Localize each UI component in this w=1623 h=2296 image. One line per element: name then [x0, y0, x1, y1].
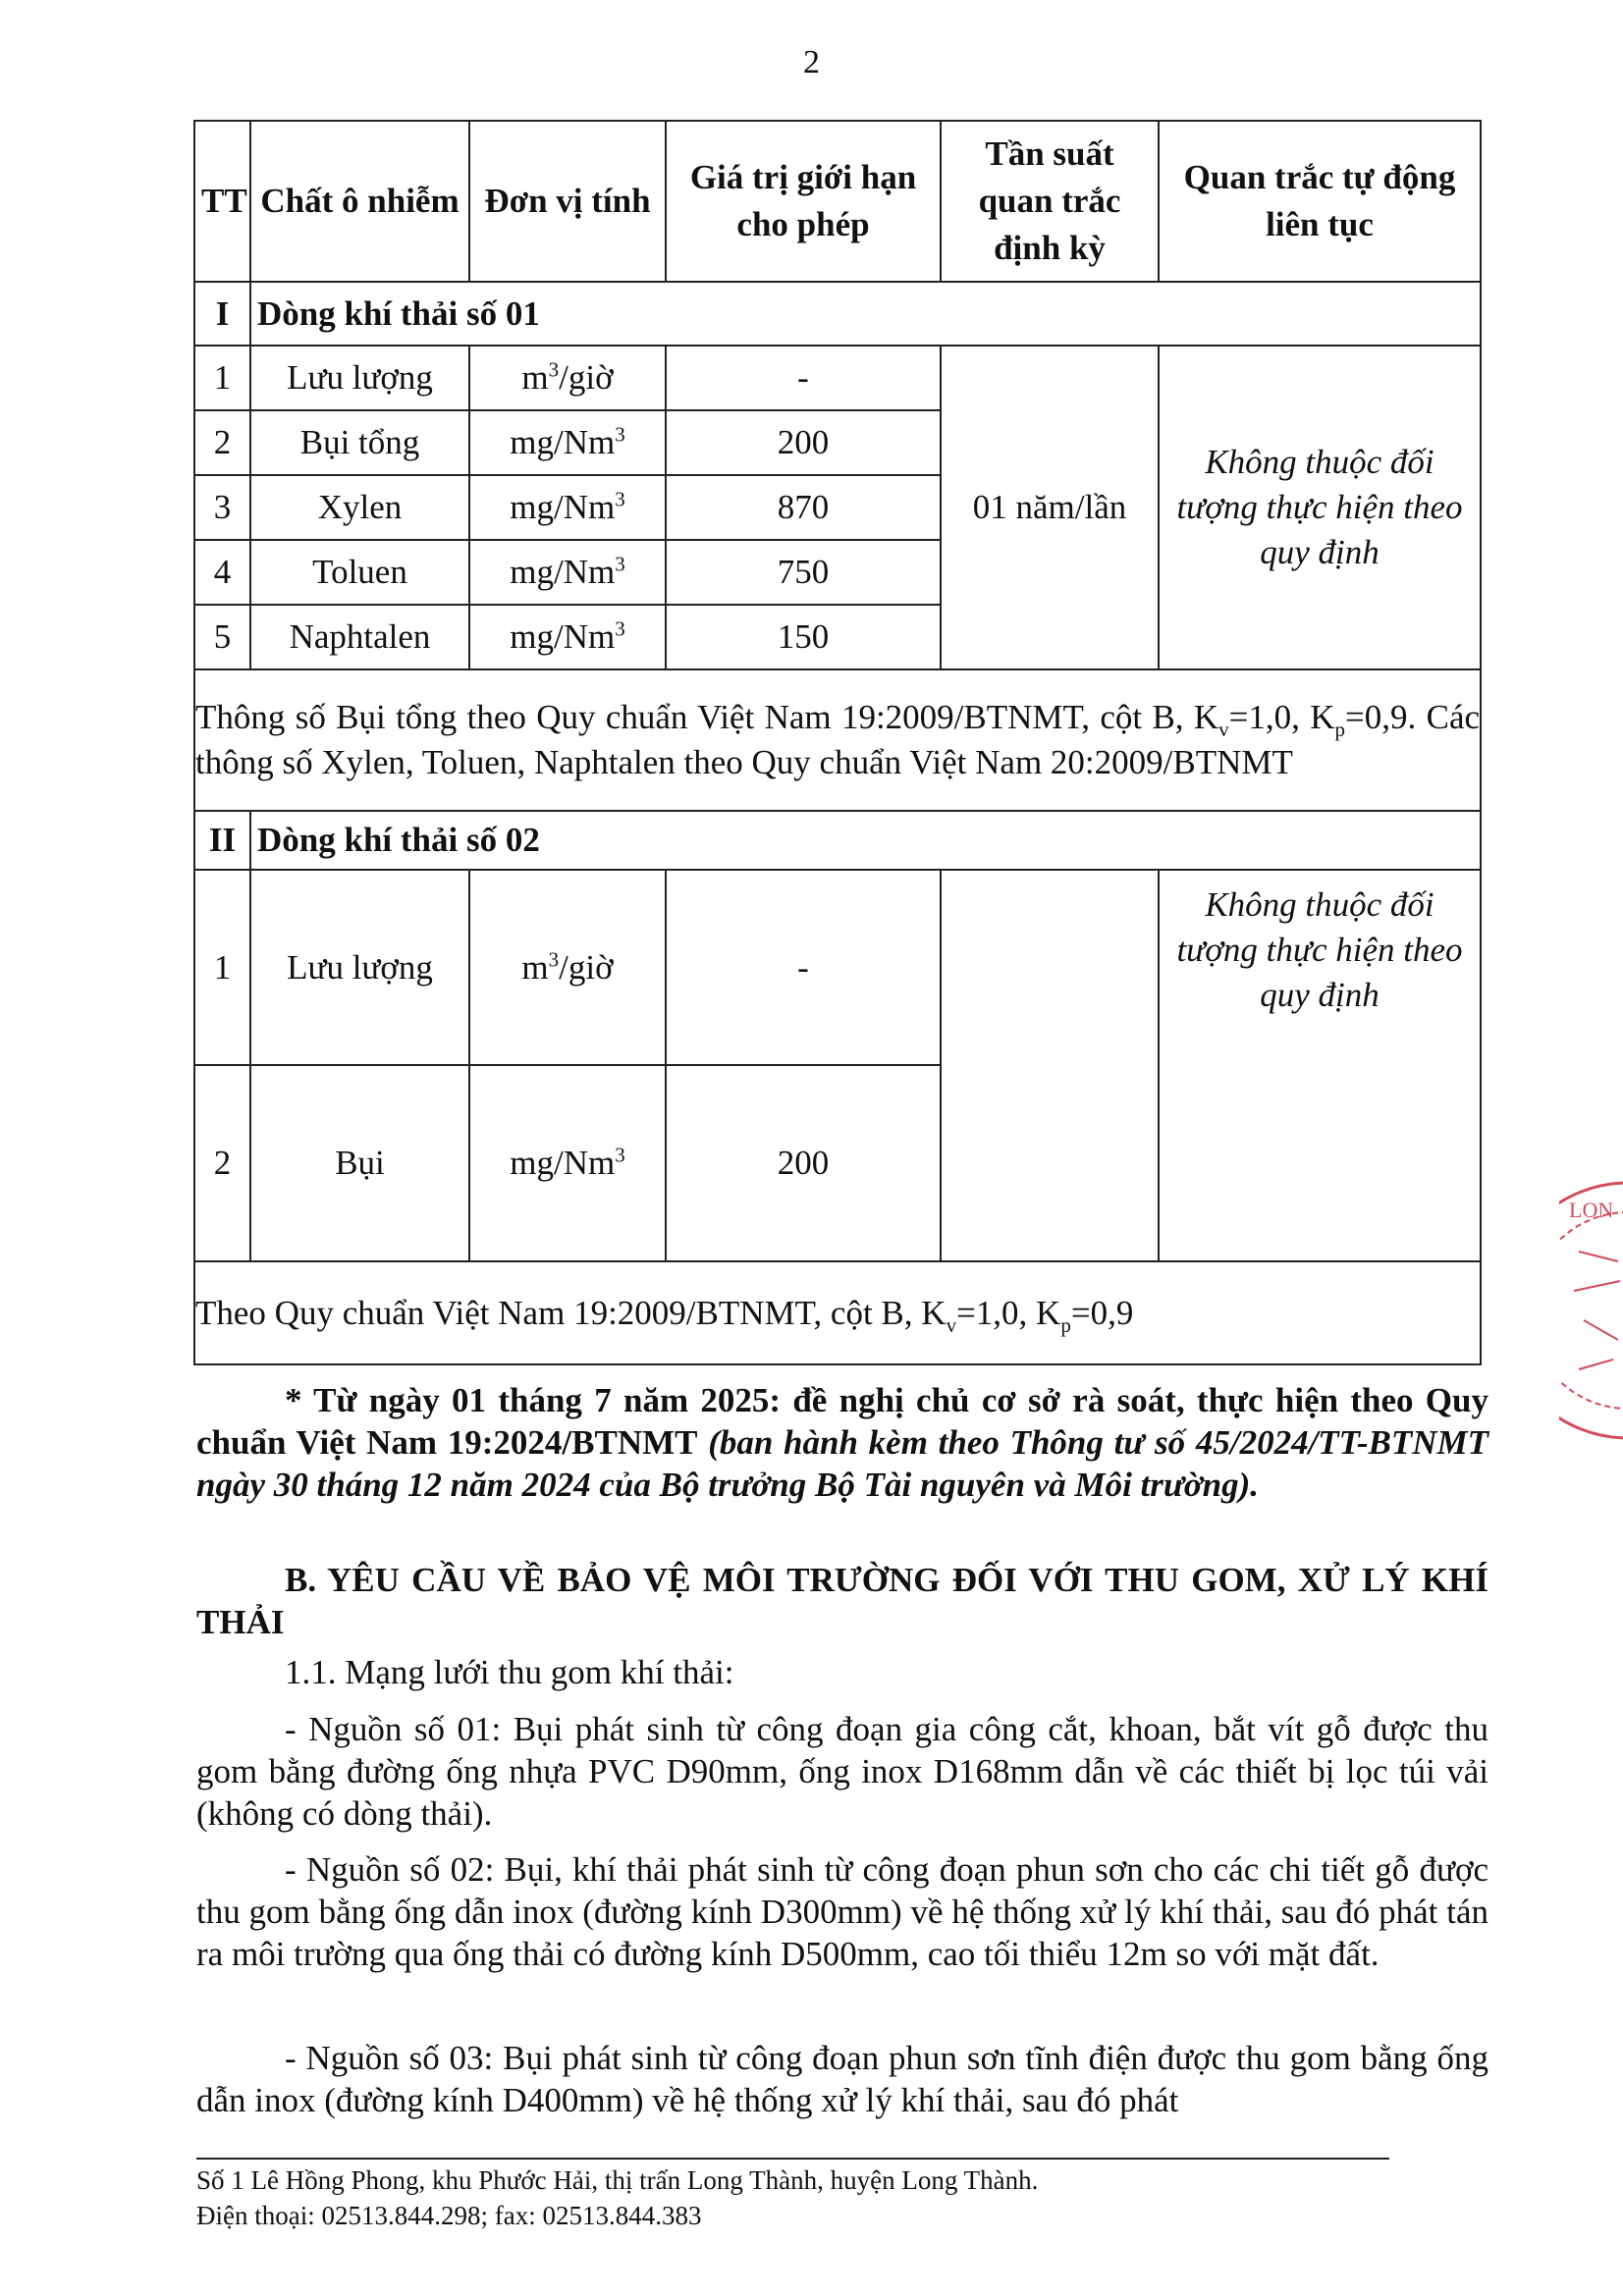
red-stamp-seal — [1559, 1173, 1623, 1468]
section2-note: Theo Quy chuẩn Việt Nam 19:2009/BTNMT, cột B, $K_v=1,0$, $K_p=0,9$ — [194, 1261, 1481, 1364]
frequency-cell: 01 năm/lần — [941, 346, 1159, 669]
source-3-paragraph: - Nguồn số 03: Bụi phát sinh từ công đoạn phun sơn tĩnh điện được thu gom bằng ống dẫn inox (đường kính D400mm) về hệ thống xử lý khí thải, sau đó phát — [196, 2039, 1488, 2119]
stamp-text: LON — [1569, 1198, 1614, 1222]
row-unit: $m^3$/giờ — [469, 870, 666, 1065]
row-limit: 200 — [666, 1065, 941, 1261]
frequency-cell-empty — [941, 870, 1159, 1261]
section-title: Dòng khí thải số 02 — [250, 811, 1481, 870]
auto-monitoring-cell: Không thuộc đối tượng thực hiện theo quy định — [1159, 346, 1481, 669]
row-unit: $m^3$/giờ — [469, 346, 666, 410]
row-limit: 200 — [666, 410, 941, 475]
table-row — [194, 346, 1481, 410]
row-tt: 4 — [194, 540, 250, 605]
row-unit: mg/Nm$^3$ — [469, 1065, 666, 1261]
section-title: Dòng khí thải số 01 — [250, 282, 1481, 346]
item-1-1: 1.1. Mạng lưới thu gom khí thải: — [285, 1653, 734, 1691]
header-frequency: Tần suất quan trắc định kỳ — [941, 121, 1159, 282]
row-pollutant: Toluen — [250, 540, 469, 605]
table-row — [194, 870, 1481, 1065]
row-tt: 3 — [194, 475, 250, 540]
qcvn-2024-paragraph: * Từ ngày 01 tháng 7 năm 2025: đề nghị chủ cơ sở rà soát, thực hiện theo Quy chuẩn Việt Nam 19:2024/BTNMT (ban hành kèm theo Thông tư số 45/2024/TT-BTNMT ngày 30 tháng 12 năm 2024 của Bộ trưởng Bộ Tài nguyên và Môi trường). — [196, 1381, 1488, 1504]
row-limit: 870 — [666, 475, 941, 540]
section-row-1 — [194, 282, 1481, 346]
section-number: II — [194, 811, 250, 870]
header-limit: Giá trị giới hạn cho phép — [666, 121, 941, 282]
row-limit: 750 — [666, 540, 941, 605]
footer-phone: Điện thoại: 02513.844.298; fax: 02513.844.383 — [196, 2201, 702, 2230]
row-limit: - — [666, 346, 941, 410]
emission-monitoring-table — [193, 120, 1482, 1365]
row-tt: 2 — [194, 1065, 250, 1261]
row-unit: mg/Nm$^3$ — [469, 605, 666, 669]
page-number: 2 — [803, 44, 820, 80]
section-row-2 — [194, 811, 1481, 870]
row-pollutant: Lưu lượng — [250, 346, 469, 410]
source-2-paragraph: - Nguồn số 02: Bụi, khí thải phát sinh từ công đoạn phun sơn cho các chi tiết gỗ được thu gom bằng ống dẫn inox (đường kính D300mm) về hệ thống xử lý khí thải, sau đó phát tán ra môi trường qua ống thải có đường kính D500mm, cao tối thiểu 12m so với mặt đất. — [196, 1850, 1488, 1973]
row-tt: 1 — [194, 346, 250, 410]
row-tt: 2 — [194, 410, 250, 475]
header-unit: Đơn vị tính — [469, 121, 666, 282]
row-unit: mg/Nm$^3$ — [469, 540, 666, 605]
row-limit: 150 — [666, 605, 941, 669]
header-tt: TT — [194, 121, 250, 282]
table-header-row — [194, 121, 1481, 282]
section2-note-row — [194, 1261, 1481, 1364]
auto-monitoring-cell: Không thuộc đối tượng thực hiện theo quy định — [1159, 870, 1481, 1261]
row-pollutant: Bụi tổng — [250, 410, 469, 475]
section-b-heading: B. YÊU CẦU VỀ BẢO VỆ MÔI TRƯỜNG ĐỐI VỚI THU GOM, XỬ LÝ KHÍ THẢI — [196, 1561, 1488, 1641]
section-number: I — [194, 282, 250, 346]
section1-note-row — [194, 669, 1481, 811]
section1-note: Thông số Bụi tổng theo Quy chuẩn Việt Nam 19:2009/BTNMT, cột B, $K_v=1,0$, $K_p=0,9$. Các thông số Xylen, Toluen, Naphtalen theo Quy chuẩn Việt Nam 20:2009/BTNMT — [194, 669, 1481, 811]
header-auto-monitoring: Quan trắc tự động liên tục — [1159, 121, 1481, 282]
row-pollutant: Lưu lượng — [250, 870, 469, 1065]
footer-divider — [196, 2158, 1389, 2160]
header-pollutant: Chất ô nhiễm — [250, 121, 469, 282]
row-pollutant: Bụi — [250, 1065, 469, 1261]
source-1-paragraph: - Nguồn số 01: Bụi phát sinh từ công đoạn gia công cắt, khoan, bắt vít gỗ được thu gom bằng đường ống nhựa PVC D90mm, ống inox D168mm dẫn về các thiết bị lọc túi vải (không có dòng thải). — [196, 1710, 1488, 1833]
footer — [196, 2163, 1038, 2233]
row-pollutant: Naphtalen — [250, 605, 469, 669]
row-tt: 1 — [194, 870, 250, 1065]
row-unit: mg/Nm$^3$ — [469, 475, 666, 540]
row-pollutant: Xylen — [250, 475, 469, 540]
row-limit: - — [666, 870, 941, 1065]
row-tt: 5 — [194, 605, 250, 669]
footer-address: Số 1 Lê Hồng Phong, khu Phước Hải, thị trấn Long Thành, huyện Long Thành. — [196, 2165, 1039, 2195]
row-unit: mg/Nm$^3$ — [469, 410, 666, 475]
